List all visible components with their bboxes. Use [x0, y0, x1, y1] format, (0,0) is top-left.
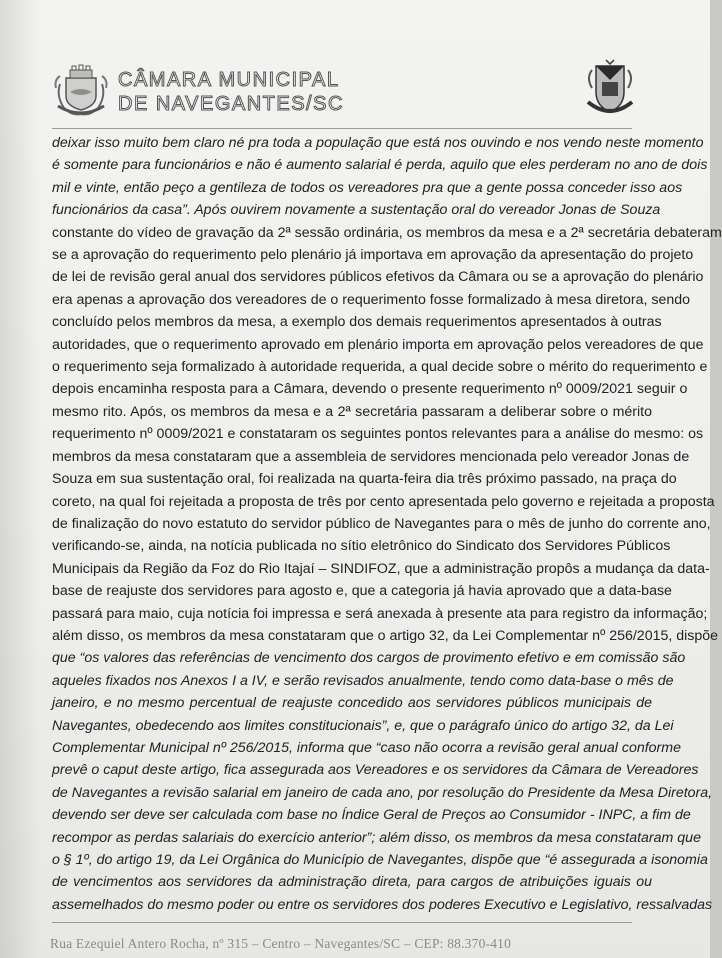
body-line: membros da mesa constataram que a assembleia de servidores mencionada pelo vereador Jonas de — [52, 448, 690, 465]
body-line: prevê o caput deste artigo, fica assegurada aos Vereadores e os servidores da Câmara de Vereadores — [52, 762, 699, 779]
body-line: verificando-se, ainda, na notícia publicada no sítio eletrônico do Sindicato dos Servidores Públicos — [52, 538, 671, 555]
body-line: de finalização do novo estatuto do servidor público de Navegantes para o mês de junho do corrente ano, — [52, 515, 711, 532]
body-line: que “os valores das referências de vencimento dos cargos de provimento efetivo e em comissão são — [52, 650, 686, 667]
body-line: de Navegantes a revisão salarial em janeiro de cada ano, por resolução do Presidente da Mesa Diretora, — [52, 784, 713, 801]
body-line: o § 1º, do artigo 19, da Lei Orgânica do Município de Navegantes, dispõe que “é assegurada a isonomia — [52, 852, 708, 868]
header-divider — [52, 128, 632, 129]
body-line: passará para maio, cuja notícia foi impressa e será anexada à presente ata para registro da informação; — [52, 605, 708, 622]
body-line: coreto, na qual foi rejeitada a proposta de três por cento apresentada pelo governo e rejeitada a proposta — [52, 493, 715, 510]
body-line: requerimento nº 0009/2021 e constataram os seguintes pontos relevantes para a análise do mesmo: os — [52, 426, 704, 443]
body-line: Complementar Municipal nº 256/2015, informa que “caso não ocorra a revisão geral anual conforme — [52, 739, 681, 756]
body-line: se a aprovação do requerimento pelo plenário já importava em aprovação da apresentação do projeto — [52, 247, 694, 264]
minutes-body-text — [52, 132, 722, 916]
body-line: de vencimentos aos servidores da administração direta, para cargos de atribuições iguais ou — [52, 874, 652, 891]
body-line: de lei de revisão geral anual dos servidores públicos efetivos da Câmara ou se a aprovação do plenário — [52, 269, 704, 286]
body-line: devendo ser deve ser calculada com base no Índice Geral de Preços ao Consumidor - INPC, a fim de — [52, 807, 691, 824]
body-line: deixar isso muito bem claro né pra toda a população que está nos ouvindo e nos vendo neste momento — [52, 135, 704, 151]
body-line: funcionários da casa”. Após ouvirem novamente a sustentação oral do vereador Jonas de Souza — [52, 202, 661, 219]
body-line: mesmo rito. Após, os membros da mesa e a 2ª secretária passaram a deliberar sobre o mérito — [52, 403, 652, 420]
institution-name-line1: CÂMARA MUNICIPAL — [118, 69, 340, 91]
letterhead — [52, 58, 642, 122]
institution-name — [118, 68, 344, 116]
footer-divider — [52, 922, 632, 923]
page-shadow — [0, 0, 40, 958]
body-line: janeiro, e no mesmo percentual de reajuste concedido aos servidores públicos municipais de — [52, 695, 652, 712]
body-line: é somente para funcionários e não é aumento salarial é perda, aquilo que eles perderam no ano de dois — [52, 157, 708, 174]
body-line: assemelhados do mesmo poder ou entre os servidores dos poderes Executivo e Legislativo, ressalvadas — [52, 896, 713, 913]
body-line: o requerimento seja formalizado à autoridade requerida, a qual decide sobre o mérito do requerimento e — [52, 359, 708, 376]
institution-name-line2: DE NAVEGANTES/SC — [118, 93, 344, 115]
body-line: recompor as perdas salariais do exercício anterior”; além disso, os membros da mesa constataram que — [52, 829, 701, 846]
body-line: depois encaminha resposta para a Câmara, devendo o presente requerimento nº 0009/2021 seguir o — [52, 381, 688, 398]
footer-address: Rua Ezequiel Antero Rocha, nº 315 – Centro – Navegantes/SC – CEP: 88.370-410 — [50, 936, 512, 951]
body-line: mil e vinte, então peço a gentileza de todos os vereadores pra que a gente possa conceder isso aos — [52, 179, 683, 196]
body-line: Souza em sua sustentação oral, foi realizada na quarta-feira dia três próximo passado, na praça do — [52, 471, 677, 488]
body-line: constante do vídeo de gravação da 2ª sessão ordinária, os membros da mesa e a 2ª secretária debateram — [52, 224, 722, 241]
body-line: Municipais da Região da Foz do Rio Itajaí – SINDIFOZ, que a administração propôs a mudança da data- — [52, 560, 710, 577]
body-line: era apenas a aprovação dos vereadores de o requerimento fosse formalizado à mesa diretora, sendo — [52, 291, 691, 308]
body-line: autoridades, que o requerimento aprovado em plenário importa em aprovação pelos vereadores de que — [52, 336, 704, 353]
state-coat-of-arms-icon — [582, 58, 638, 120]
body-line: Navegantes, obedecendo aos limites constitucionais”, e, que o parágrafo único do artigo 32, da Lei — [52, 717, 674, 734]
body-line: além disso, os membros da mesa constataram que o artigo 32, da Lei Complementar nº 256/2015, dispõe — [52, 627, 719, 644]
body-line: concluído pelos membros da mesa, a exemplo dos demais requerimentos apresentados à outras — [52, 314, 662, 331]
body-line: base de reajuste dos servidores para agosto e, que a categoria já havia aprovado que a data-base — [52, 583, 672, 600]
municipal-coat-of-arms-icon — [52, 62, 110, 118]
body-line: aqueles fixados nos Anexos I a IV, e serão revisados anualmente, tendo como data-base o mês de — [52, 672, 674, 689]
